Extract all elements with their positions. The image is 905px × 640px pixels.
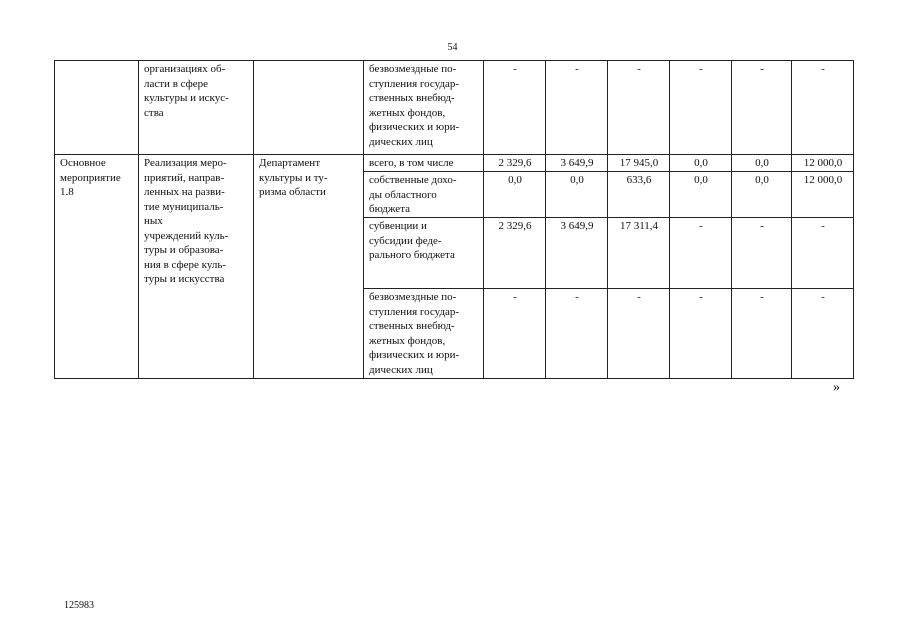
value-cell: - bbox=[732, 289, 792, 379]
measure-name-cell bbox=[55, 61, 139, 155]
value-cell: 17 945,0 bbox=[608, 155, 670, 172]
value-cell: 0,0 bbox=[670, 172, 732, 218]
funding-source-cell: собственные дохо- ды областного бюджета bbox=[364, 172, 484, 218]
value-cell: - bbox=[670, 218, 732, 289]
budget-table bbox=[54, 60, 854, 379]
executor-cell bbox=[254, 61, 364, 155]
value-cell: - bbox=[792, 218, 854, 289]
funding-source-cell: безвозмездные по- ступления государ- ственных внебюд- жетных фондов, физических и юри- дических лиц bbox=[364, 289, 484, 379]
funding-source-cell: субвенции и субсидии феде- рального бюджета bbox=[364, 218, 484, 289]
page-number: 54 bbox=[447, 42, 458, 53]
executor-cell: Департамент культуры и ту- ризма области bbox=[254, 155, 364, 379]
funding-source-cell: всего, в том числе bbox=[364, 155, 484, 172]
measure-description-cell: организациях об- ласти в сфере культуры и искус- ства bbox=[139, 61, 254, 155]
value-cell: - bbox=[546, 61, 608, 155]
value-cell: - bbox=[484, 289, 546, 379]
value-cell: 3 649,9 bbox=[546, 155, 608, 172]
value-cell: - bbox=[732, 61, 792, 155]
value-cell: - bbox=[670, 61, 732, 155]
value-cell: 2 329,6 bbox=[484, 155, 546, 172]
value-cell: - bbox=[670, 289, 732, 379]
value-cell: - bbox=[732, 218, 792, 289]
value-cell: - bbox=[792, 61, 854, 155]
value-cell: 0,0 bbox=[546, 172, 608, 218]
closing-quote: » bbox=[833, 380, 840, 395]
value-cell: - bbox=[608, 289, 670, 379]
value-cell: 12 000,0 bbox=[792, 172, 854, 218]
value-cell: 0,0 bbox=[732, 172, 792, 218]
value-cell: 0,0 bbox=[732, 155, 792, 172]
value-cell: 0,0 bbox=[484, 172, 546, 218]
value-cell: 2 329,6 bbox=[484, 218, 546, 289]
document-code: 125983 bbox=[64, 600, 94, 611]
value-cell: 3 649,9 bbox=[546, 218, 608, 289]
value-cell: - bbox=[792, 289, 854, 379]
measure-name-cell: Основное мероприятие 1.8 bbox=[55, 155, 139, 379]
value-cell: - bbox=[608, 61, 670, 155]
value-cell: 12 000,0 bbox=[792, 155, 854, 172]
value-cell: - bbox=[484, 61, 546, 155]
funding-source-cell: безвозмездные по- ступления государ- ственных внебюд- жетных фондов, физических и юри- дических лиц bbox=[364, 61, 484, 155]
table-row bbox=[55, 61, 854, 155]
measure-description-cell: Реализация меро- приятий, направ- ленных на разви- тие муниципаль- ных учреждений куль- туры и образова- ния в сфере куль- туры и искусства bbox=[139, 155, 254, 379]
table-row bbox=[55, 155, 854, 172]
value-cell: 0,0 bbox=[670, 155, 732, 172]
value-cell: 17 311,4 bbox=[608, 218, 670, 289]
value-cell: 633,6 bbox=[608, 172, 670, 218]
value-cell: - bbox=[546, 289, 608, 379]
